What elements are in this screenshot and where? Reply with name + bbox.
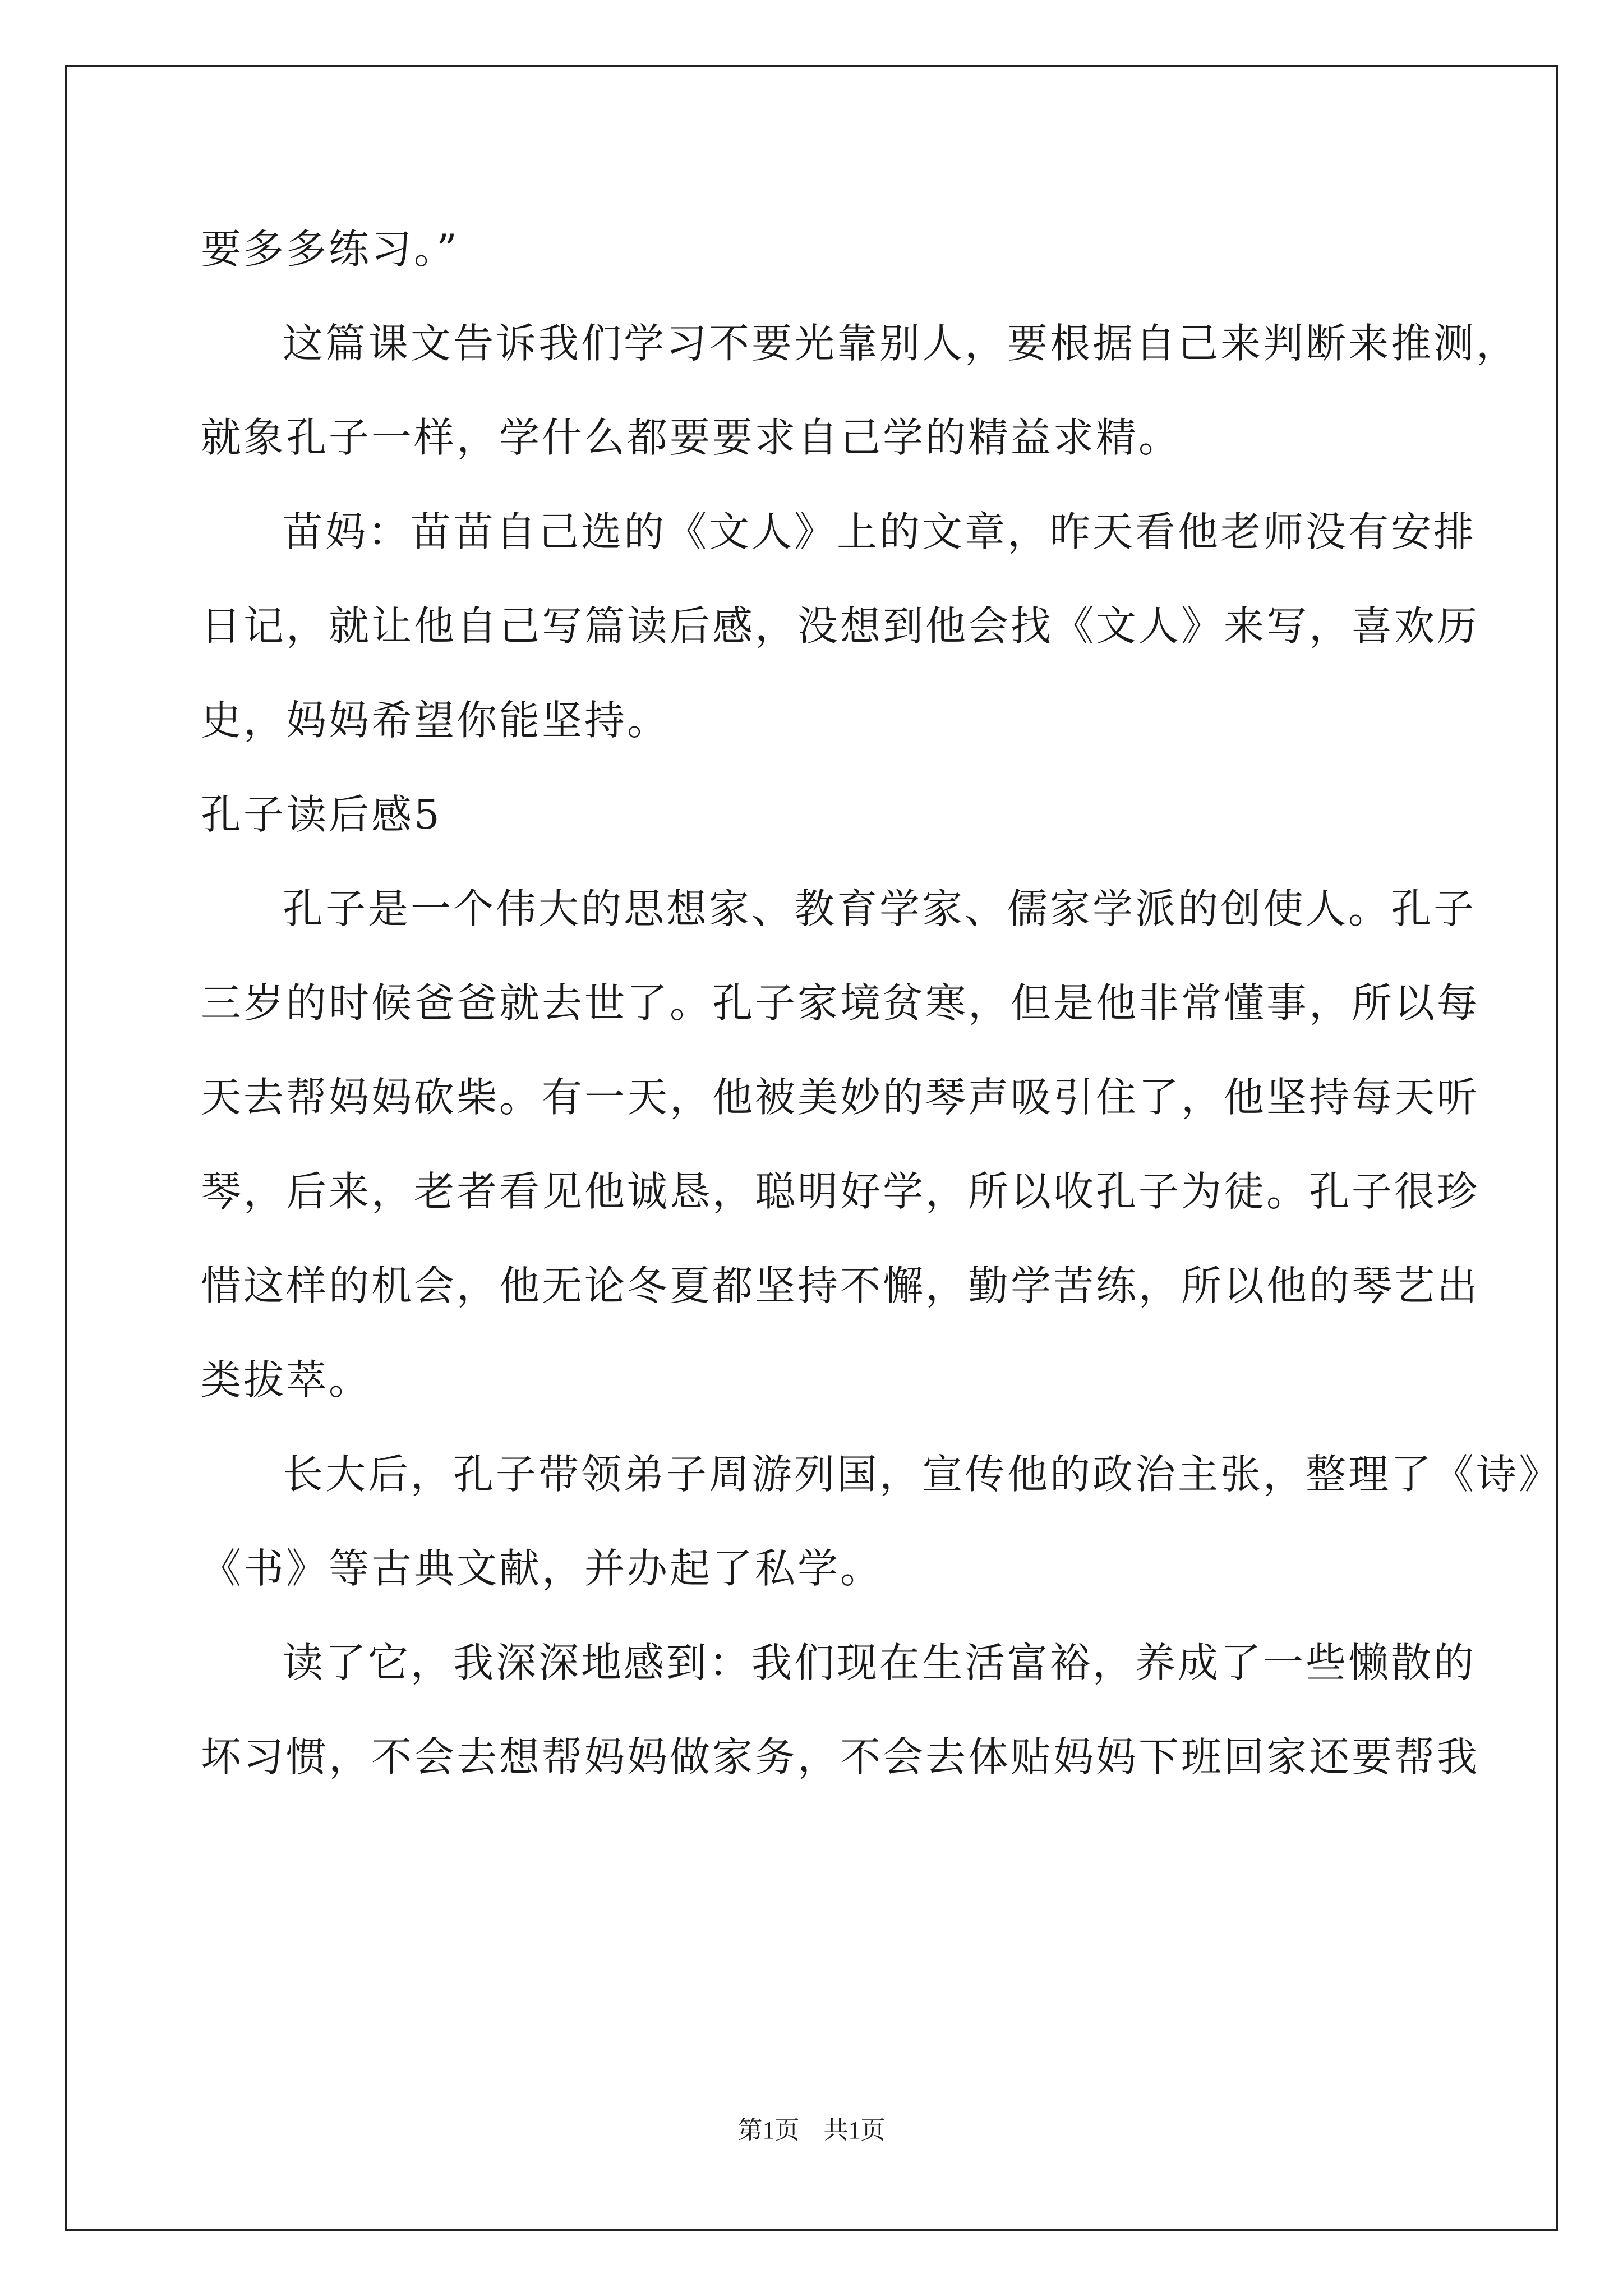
text-line: 《书》等古典文献，并办起了私学。: [201, 1545, 883, 1592]
text-line: 就象孔子一样，学什么都要要求自己学的精益求精。: [201, 414, 1182, 461]
text-line: 这篇课文告诉我们学习不要光靠别人，要根据自己来判断来推测，: [283, 320, 1519, 367]
text-line: 长大后，孔子带领弟子周游列国，宣传他的政治主张，整理了《诗》: [283, 1451, 1562, 1498]
text-line: 要多多练习。”: [201, 226, 459, 273]
text-line: 读了它，我深深地感到：我们现在生活富裕，养成了一些懒散的: [283, 1639, 1477, 1686]
text-line: 三岁的时候爸爸就去世了。孔子家境贫寒，但是他非常懂事，所以每: [201, 979, 1480, 1027]
page-footer: [0, 2114, 1623, 2147]
text-line: 坏习惯，不会去想帮妈妈做家务，不会去体贴妈妈下班回家还要帮我: [201, 1733, 1480, 1780]
text-line: 史，妈妈希望你能坚持。: [201, 697, 670, 744]
page-total: 共1页: [823, 2116, 886, 2144]
section-heading: 孔子读后感5: [201, 791, 442, 838]
text-line: 苗妈：苗苗自己选的《文人》上的文章，昨天看他老师没有安排: [283, 508, 1477, 555]
text-line: 孔子是一个伟大的思想家、教育学家、儒家学派的创使人。孔子: [283, 885, 1477, 932]
text-line: 天去帮妈妈砍柴。有一天，他被美妙的琴声吸引住了，他坚持每天听: [201, 1074, 1480, 1121]
document-body: [201, 202, 1562, 1804]
text-line: 日记，就让他自己写篇读后感，没想到他会找《文人》来写，喜欢历: [201, 602, 1480, 650]
page-number: 第1页: [737, 2116, 800, 2144]
text-line: 类拔萃。: [201, 1356, 372, 1404]
text-line: 琴，后来，老者看见他诚恳，聪明好学，所以收孔子为徒。孔子很珍: [201, 1168, 1480, 1215]
text-line: 惜这样的机会，他无论冬夏都坚持不懈，勤学苦练，所以他的琴艺出: [201, 1262, 1480, 1309]
